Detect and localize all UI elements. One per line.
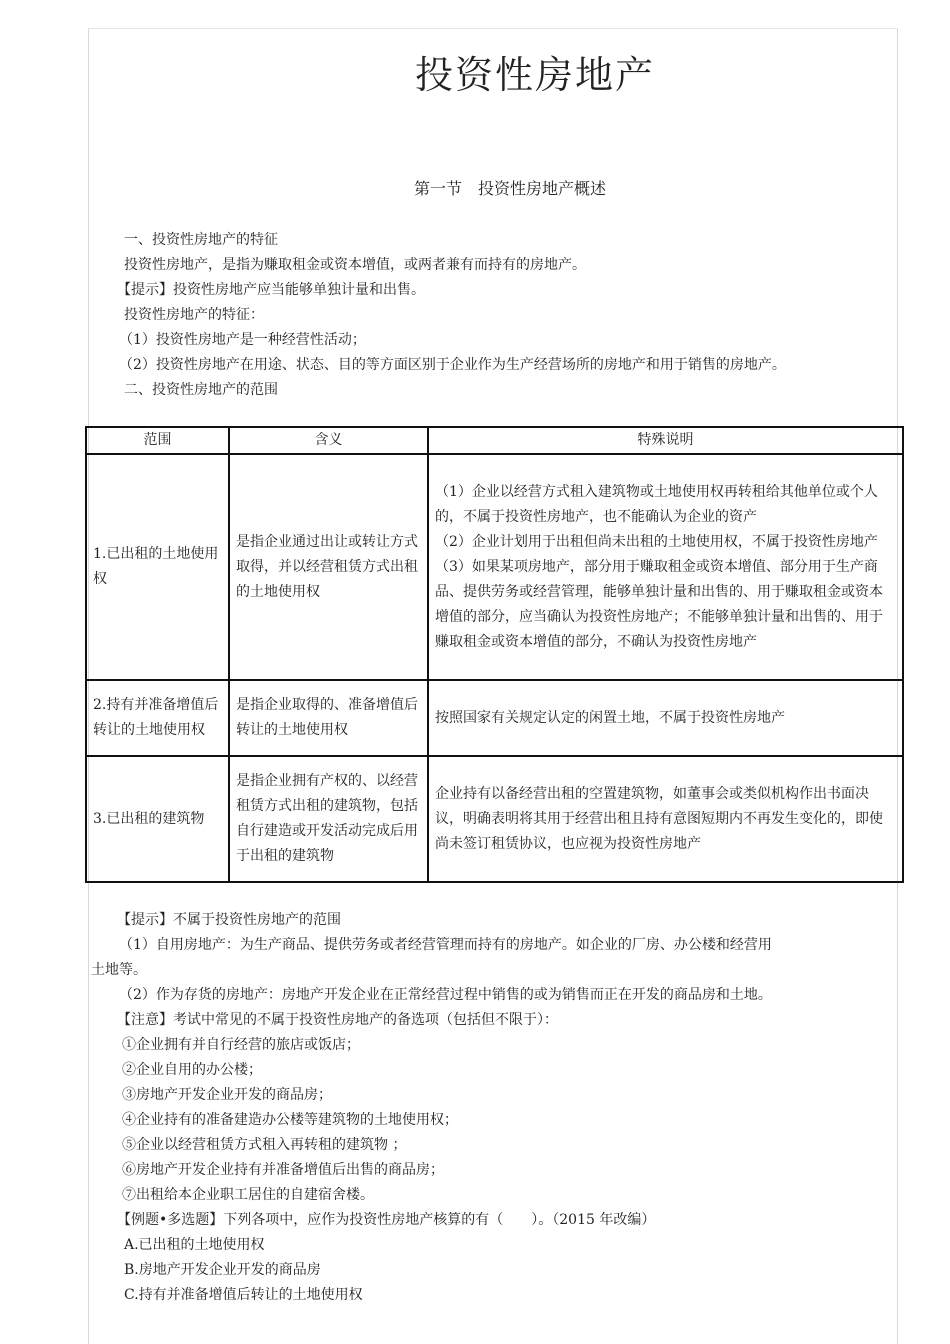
section-title: 第一节 投资性房地产概述 xyxy=(413,179,606,198)
example-question: 【例题•多选题】下列各项中，应作为投资性房地产核算的有（ ）。（2015 年改编） xyxy=(117,1212,656,1228)
table-header-row xyxy=(86,427,903,454)
notes-cell xyxy=(428,454,903,680)
column-header-notes: 特殊说明 xyxy=(428,427,903,454)
answer-option-a: A.已出租的土地使用权 xyxy=(124,1237,265,1253)
answer-option-b: B.房地产开发企业开发的商品房 xyxy=(124,1262,321,1278)
column-header-meaning: 含义 xyxy=(229,427,428,454)
option-list-item: ⑤企业以经营租赁方式租入再转租的建筑物 ； xyxy=(122,1137,407,1153)
meaning-cell: 是指企业拥有产权的、以经营租赁方式出租的建筑物，包括自行建造或开发活动完成后用于出租的建筑物 xyxy=(229,756,428,882)
feature-item-2: （2）投资性房地产在用途、状态、目的等方面区别于企业作为生产经营场所的房地产和用于销售的房地产。 xyxy=(119,357,786,373)
table-row xyxy=(86,454,903,680)
heading-scope: 二、投资性房地产的范围 xyxy=(124,382,278,398)
note-heading: 【注意】考试中常见的不属于投资性房地产的备选项（包括但不限于）： xyxy=(117,1012,558,1028)
notes-cell xyxy=(428,756,903,882)
excluded-item-1: （1）自用房地产：为生产商品、提供劳务或者经营管理而持有的房地产。如企业的厂房、办公楼和经营用 xyxy=(119,937,772,953)
option-list-item: ⑥房地产开发企业持有并准备增值后出售的商品房； xyxy=(122,1162,444,1178)
note-item: （3）如果某项房地产，部分用于赚取租金或资本增值、部分用于生产商品、提供劳务或经营管理，能够单独计量和出售的、用于赚取租金或资本增值的部分，应当确认为投资性房地产；不能够单独计量和出售的、用于赚取租金或资本增值的部分，不确认为投资性房地产 xyxy=(435,558,883,650)
table-row xyxy=(86,756,903,882)
scope-table xyxy=(85,426,904,883)
definition-paragraph: 投资性房地产，是指为赚取租金或资本增值，或两者兼有而持有的房地产。 xyxy=(124,257,586,273)
note-item: （2）企业计划用于出租但尚未出租的土地使用权，不属于投资性房地产 xyxy=(435,533,878,550)
table-row xyxy=(86,680,903,756)
answer-option-c: C.持有并准备增值后转让的土地使用权 xyxy=(124,1287,363,1303)
note-item: 按照国家有关规定认定的闲置土地，不属于投资性房地产 xyxy=(435,709,785,726)
scope-cell: 3.已出租的建筑物 xyxy=(86,756,229,882)
meaning-cell: 是指企业通过出让或转让方式取得，并以经营租赁方式出租的土地使用权 xyxy=(229,454,428,680)
option-list-item: ④企业持有的准备建造办公楼等建筑物的土地使用权； xyxy=(122,1112,458,1128)
heading-features: 一、投资性房地产的特征 xyxy=(124,232,278,248)
notes-cell xyxy=(428,680,903,756)
option-list-item: ⑦出租给本企业职工居住的自建宿舍楼。 xyxy=(122,1187,374,1203)
option-list-item: ②企业自用的办公楼； xyxy=(122,1062,262,1078)
document-title: 投资性房地产 xyxy=(414,53,655,97)
feature-item-1: （1）投资性房地产是一种经营性活动； xyxy=(119,332,366,348)
features-label: 投资性房地产的特征： xyxy=(124,307,264,323)
note-item: 企业持有以备经营出租的空置建筑物，如董事会或类似机构作出书面决议，明确表明将其用于经营出租且持有意图短期内不再发生变化的，即使尚未签订租赁协议，也应视为投资性房地产 xyxy=(435,785,883,852)
note-item: （1）企业以经营方式租入建筑物或土地使用权再转租给其他单位或个人的，不属于投资性房地产，也不能确认为企业的资产 xyxy=(435,483,878,525)
tip-paragraph: 【提示】投资性房地产应当能够单独计量和出售。 xyxy=(117,282,425,298)
option-list-item: ①企业拥有并自行经营的旅店或饭店； xyxy=(122,1037,360,1053)
excluded-item-2: （2）作为存货的房地产：房地产开发企业在正常经营过程中销售的或为销售而正在开发的商品房和土地。 xyxy=(119,987,772,1003)
excluded-item-1-continued: 土地等。 xyxy=(91,962,147,978)
scope-cell: 1.已出租的土地使用权 xyxy=(86,454,229,680)
scope-cell: 2.持有并准备增值后转让的土地使用权 xyxy=(86,680,229,756)
option-list-item: ③房地产开发企业开发的商品房； xyxy=(122,1087,332,1103)
meaning-cell: 是指企业取得的、准备增值后转让的土地使用权 xyxy=(229,680,428,756)
tip-excluded-heading: 【提示】不属于投资性房地产的范围 xyxy=(117,912,341,928)
column-header-scope: 范围 xyxy=(86,427,229,454)
